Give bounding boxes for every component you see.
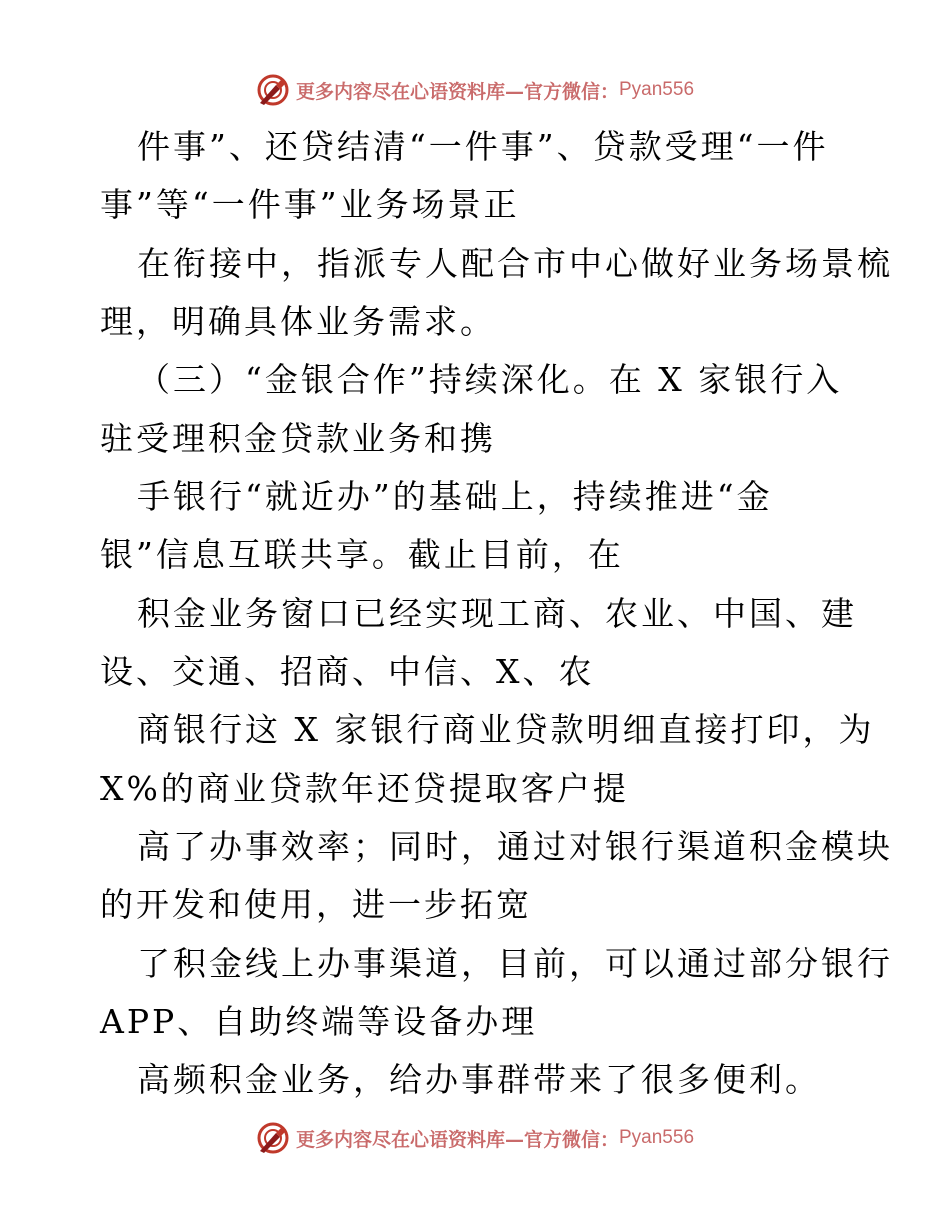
body-line: 驻受理积金贷款业务和携 [100, 419, 496, 458]
red-pen-circle-logo-icon [256, 73, 290, 107]
body-line: 银”信息互联共享。截止目前，在 [100, 535, 624, 574]
body-line: 设、交通、招商、中信、X、农 [100, 652, 595, 691]
body-line: 件事”、还贷结清“一件事”、贷款受理“一件 [137, 127, 829, 166]
body-line: 高了办事效率；同时，通过对银行渠道积金模块 [137, 827, 893, 866]
body-line: X%的商业贷款年还贷提取客户提 [100, 769, 629, 808]
red-pen-circle-logo-icon [256, 1121, 290, 1155]
body-line: 事”等“一件事”业务场景正 [100, 185, 520, 224]
body-line: 积金业务窗口已经实现工商、农业、中国、建 [137, 594, 857, 633]
watermark-text: 更多内容尽在心语资料库—官方微信： [295, 1128, 619, 1151]
body-line: 的开发和使用，进一步拓宽 [100, 885, 532, 924]
body-line: 了积金线上办事渠道，目前，可以通过部分银行 [137, 944, 893, 983]
body-line: （三）“金银合作”持续深化。在 X 家银行入 [137, 360, 843, 399]
body-line: 高频积金业务，给办事群带来了很多便利。 [137, 1060, 821, 1099]
watermark-handle: Pyan556 [619, 79, 695, 100]
header-watermark [0, 70, 950, 110]
body-line: 手银行“就近办”的基础上，持续推进“金 [137, 477, 773, 516]
body-line: 理，明确具体业务需求。 [100, 302, 496, 341]
body-line: APP、自助终端等设备办理 [100, 1002, 538, 1041]
watermark-handle: Pyan556 [619, 1127, 695, 1148]
body-line: 商银行这 X 家银行商业贷款明细直接打印，为 [137, 710, 875, 749]
body-line: 在衔接中，指派专人配合市中心做好业务场景梳 [137, 244, 893, 283]
footer-watermark [0, 1118, 950, 1158]
watermark-text: 更多内容尽在心语资料库—官方微信： [295, 80, 619, 103]
